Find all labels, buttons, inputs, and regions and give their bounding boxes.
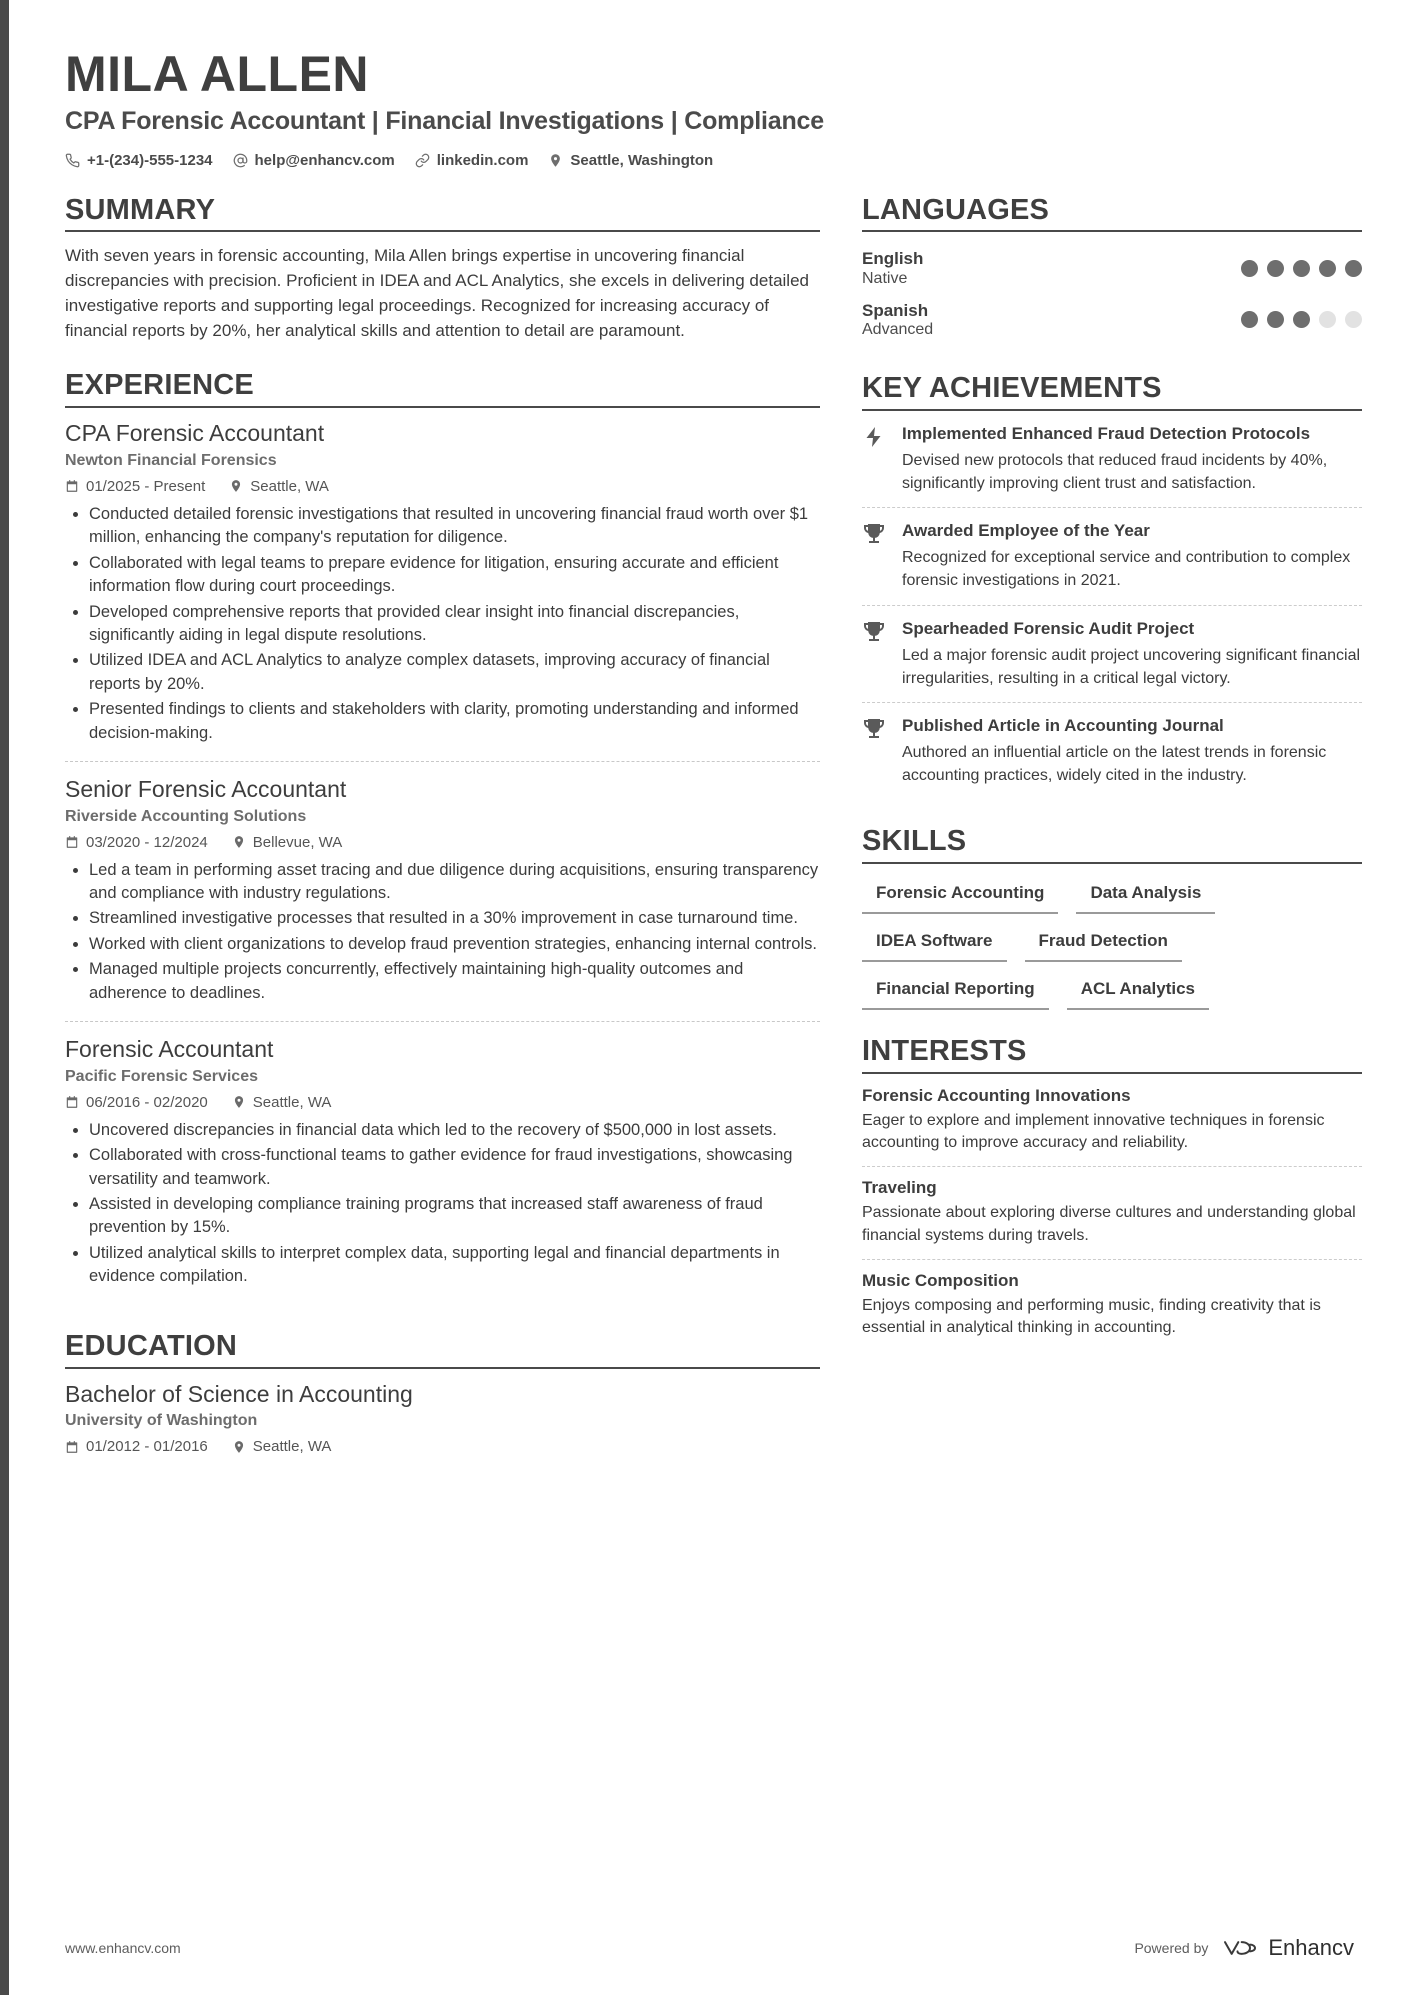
- company-name: Pacific Forensic Services: [65, 1067, 258, 1085]
- job-bullet: • Collaborated with legal teams to prepare evidence for litigation, ensuring accurate and efficient information flow during court proceedings.: [89, 552, 820, 599]
- job-bullet: • Conducted detailed forensic investigations that resulted in uncovering financial fraud worth over $1 million, enhancing the company's reputation for diligence.: [89, 503, 820, 550]
- skill-chip: IDEA Software: [862, 924, 1007, 962]
- achievement-title: Awarded Employee of the Year: [902, 521, 1150, 541]
- job-bullets: [65, 503, 820, 745]
- job-location-text: Seattle, WA: [252, 1093, 332, 1111]
- achievement-desc: Recognized for exceptional service and contribution to complex forensic investigations in 2021.: [902, 549, 1351, 590]
- interest-title: Traveling: [862, 1178, 937, 1198]
- language-item: [862, 296, 1362, 347]
- resume-header: [65, 48, 1354, 169]
- job-dates: [65, 834, 208, 851]
- experience-heading: EXPERIENCE: [65, 370, 820, 408]
- language-level: Advanced: [862, 320, 934, 338]
- rating-dot: [1345, 311, 1362, 328]
- job-dates: [65, 478, 205, 495]
- achievement-item: [862, 618, 1362, 704]
- job-dates-text: 06/2016 - 02/2020: [86, 1093, 208, 1111]
- achievement-item: [862, 715, 1362, 800]
- education-dates: [65, 1438, 208, 1455]
- rating-dot: [1345, 260, 1362, 277]
- footer-website[interactable]: www.enhancv.com: [65, 1940, 181, 1956]
- section-summary: [65, 195, 820, 345]
- trophy-icon: [862, 715, 888, 788]
- language-rating: [1241, 260, 1362, 277]
- location-icon: [548, 153, 563, 168]
- contact-phone-text: +1-(234)-555-1234: [87, 151, 213, 169]
- section-skills: [862, 826, 1362, 1010]
- interest-desc: Enjoys composing and performing music, finding creativity that is essential in analytical thinking in accounting.: [862, 1296, 1321, 1337]
- language-item: [862, 244, 1362, 295]
- rating-dot: [1267, 260, 1284, 277]
- enhancv-wordmark: Enhancv: [1268, 1935, 1354, 1960]
- job-bullet: • Led a team in performing asset tracing and due diligence during acquisitions, ensuring transparency and compliance with industry regulations.: [89, 859, 820, 906]
- education-meta: [65, 1438, 820, 1455]
- summary-text: With seven years in forensic accounting, Mila Allen brings expertise in uncovering financial discrepancies with precision. Proficient in IDEA and ACL Analytics, she excels in delivering detailed investigative reports and supporting legal proceedings. Recognized for increasing accuracy of financial reports by 20%, her analytical skills and attention to detail are paramount.: [65, 246, 809, 341]
- contact-row: [65, 152, 1354, 169]
- job-dates: [65, 1094, 208, 1111]
- job-bullet: • Presented findings to clients and stakeholders with clarity, promoting understanding and informed decision-making.: [89, 698, 820, 745]
- school-name: University of Washington: [65, 1412, 258, 1430]
- interest-title: Forensic Accounting Innovations: [862, 1085, 1131, 1105]
- bolt-icon: [862, 423, 888, 496]
- achievement-item: [862, 423, 1362, 509]
- contact-location-text: Seattle, Washington: [570, 151, 714, 169]
- email-icon: [233, 153, 248, 168]
- right-column: [862, 195, 1362, 1378]
- interest-desc: Eager to explore and implement innovative techniques in forensic accounting to improve accuracy and reliability.: [862, 1111, 1325, 1152]
- section-key-achievements: [862, 373, 1362, 800]
- skills-list: [862, 876, 1362, 1010]
- skill-chip: Financial Reporting: [862, 972, 1049, 1010]
- job-bullet: • Utilized IDEA and ACL Analytics to analyze complex datasets, improving accuracy of financial reports by 20%.: [89, 649, 820, 696]
- job-meta: [65, 478, 820, 495]
- skill-chip: Data Analysis: [1076, 876, 1215, 914]
- section-languages: [862, 195, 1362, 347]
- professional-headline: CPA Forensic Accountant | Financial Investigations | Compliance: [65, 106, 824, 135]
- rating-dot: [1293, 260, 1310, 277]
- interest-item: [862, 1086, 1362, 1167]
- degree-title: Bachelor of Science in Accounting: [65, 1380, 413, 1407]
- company-name: Riverside Accounting Solutions: [65, 807, 307, 825]
- rating-dot: [1293, 311, 1310, 328]
- language-info: [862, 248, 923, 287]
- achievement-title: Spearheaded Forensic Audit Project: [902, 618, 1195, 638]
- phone-icon: [65, 153, 80, 168]
- achievement-body: [902, 423, 1362, 496]
- experience-entry: [65, 776, 820, 1022]
- location-icon: [232, 1440, 246, 1454]
- education-dates-text: 01/2012 - 01/2016: [86, 1438, 208, 1456]
- section-interests: [862, 1036, 1362, 1351]
- location-icon: [229, 479, 243, 493]
- contact-email-text: help@enhancv.com: [254, 151, 395, 169]
- achievement-body: [902, 520, 1362, 593]
- job-bullet: • Assisted in developing compliance training programs that increased staff awareness of fraud prevention by 15%.: [89, 1193, 820, 1240]
- job-bullet: • Managed multiple projects concurrently, effectively maintaining high-quality outcomes and adherence to deadlines.: [89, 958, 820, 1005]
- languages-heading: LANGUAGES: [862, 195, 1362, 233]
- contact-phone[interactable]: [65, 152, 213, 169]
- rating-dot: [1267, 311, 1284, 328]
- contact-linkedin[interactable]: [415, 152, 529, 169]
- calendar-icon: [65, 835, 79, 849]
- job-bullet: • Worked with client organizations to develop fraud prevention strategies, enhancing internal controls.: [89, 933, 820, 956]
- rating-dot: [1241, 260, 1258, 277]
- experience-entry: [65, 1036, 820, 1305]
- page-title: MILA ALLEN: [65, 46, 370, 102]
- rating-dot: [1241, 311, 1258, 328]
- achievements-heading: KEY ACHIEVEMENTS: [862, 373, 1362, 411]
- section-experience: [65, 370, 820, 1304]
- job-bullet: • Utilized analytical skills to interpret complex data, supporting legal and financial departments in evidence compilation.: [89, 1242, 820, 1289]
- achievement-body: [902, 715, 1362, 788]
- job-dates-text: 01/2025 - Present: [86, 477, 206, 495]
- page-footer: [65, 1935, 1354, 1961]
- calendar-icon: [65, 1440, 79, 1454]
- interests-heading: INTERESTS: [862, 1036, 1362, 1074]
- education-location-text: Seattle, WA: [252, 1438, 332, 1456]
- enhancv-logo: [1220, 1935, 1354, 1961]
- skills-heading: SKILLS: [862, 826, 1362, 864]
- job-location: [232, 834, 342, 851]
- job-dates-text: 03/2020 - 12/2024: [86, 833, 208, 851]
- achievement-title: Published Article in Accounting Journal: [902, 716, 1224, 736]
- job-title: CPA Forensic Accountant: [65, 420, 325, 447]
- achievement-desc: Devised new protocols that reduced fraud incidents by 40%, significantly improving client trust and satisfaction.: [902, 451, 1328, 492]
- achievement-item: [862, 520, 1362, 606]
- job-meta: [65, 1094, 820, 1111]
- footer-branding: [1134, 1935, 1354, 1961]
- job-title: Forensic Accountant: [65, 1036, 274, 1063]
- powered-by-label: Powered by: [1134, 1940, 1209, 1956]
- trophy-icon: [862, 520, 888, 593]
- achievement-title: Implemented Enhanced Fraud Detection Protocols: [902, 423, 1311, 443]
- rating-dot: [1319, 311, 1336, 328]
- achievement-desc: Led a major forensic audit project uncovering significant financial irregularities, resulting in a critical legal victory.: [902, 646, 1361, 687]
- experience-entry: [65, 420, 820, 762]
- language-name: English: [862, 249, 924, 269]
- contact-location: [548, 152, 713, 169]
- job-bullet: • Collaborated with cross-functional teams to gather evidence for fraud investigations, showcasing versatility and teamwork.: [89, 1144, 820, 1191]
- education-entry: [65, 1381, 820, 1478]
- contact-linkedin-text: linkedin.com: [436, 151, 529, 169]
- section-education: [65, 1331, 820, 1477]
- language-name: Spanish: [862, 300, 929, 320]
- skill-chip: Fraud Detection: [1025, 924, 1182, 962]
- enhancv-mark-icon: [1220, 1937, 1260, 1959]
- interest-item: [862, 1178, 1362, 1259]
- company-name: Newton Financial Forensics: [65, 451, 277, 469]
- left-column: [65, 195, 820, 1504]
- interest-item: [862, 1271, 1362, 1351]
- job-meta: [65, 834, 820, 851]
- job-title: Senior Forensic Accountant: [65, 776, 347, 803]
- job-location-text: Bellevue, WA: [252, 833, 343, 851]
- education-location: [232, 1438, 332, 1455]
- education-heading: EDUCATION: [65, 1331, 820, 1369]
- trophy-icon: [862, 618, 888, 691]
- achievement-desc: Authored an influential article on the latest trends in forensic accounting practices, widely cited in the industry.: [902, 744, 1327, 785]
- job-bullets: [65, 1119, 820, 1289]
- calendar-icon: [65, 479, 79, 493]
- location-icon: [232, 835, 246, 849]
- interest-title: Music Composition: [862, 1270, 1019, 1290]
- skill-chip: ACL Analytics: [1067, 972, 1209, 1010]
- calendar-icon: [65, 1095, 79, 1109]
- job-bullets: [65, 859, 820, 1006]
- link-icon: [415, 153, 430, 168]
- interest-desc: Passionate about exploring diverse cultures and understanding global financial systems during travels.: [862, 1204, 1356, 1244]
- job-location: [232, 1094, 332, 1111]
- rating-dot: [1319, 260, 1336, 277]
- language-info: [862, 300, 933, 339]
- contact-email[interactable]: [233, 152, 395, 169]
- achievement-body: [902, 618, 1362, 691]
- location-icon: [232, 1095, 246, 1109]
- skill-chip: Forensic Accounting: [862, 876, 1058, 914]
- language-rating: [1241, 311, 1362, 328]
- summary-heading: SUMMARY: [65, 195, 820, 233]
- job-bullet: • Uncovered discrepancies in financial data which led to the recovery of $500,000 in lost assets.: [89, 1119, 820, 1142]
- job-bullet: • Developed comprehensive reports that provided clear insight into financial discrepancies, significantly aiding in legal dispute resolutions.: [89, 601, 820, 648]
- job-location-text: Seattle, WA: [250, 477, 329, 495]
- language-level: Native: [862, 269, 908, 287]
- job-bullet: • Streamlined investigative processes that resulted in a 30% improvement in case turnaround time.: [89, 907, 820, 930]
- job-location: [229, 478, 329, 495]
